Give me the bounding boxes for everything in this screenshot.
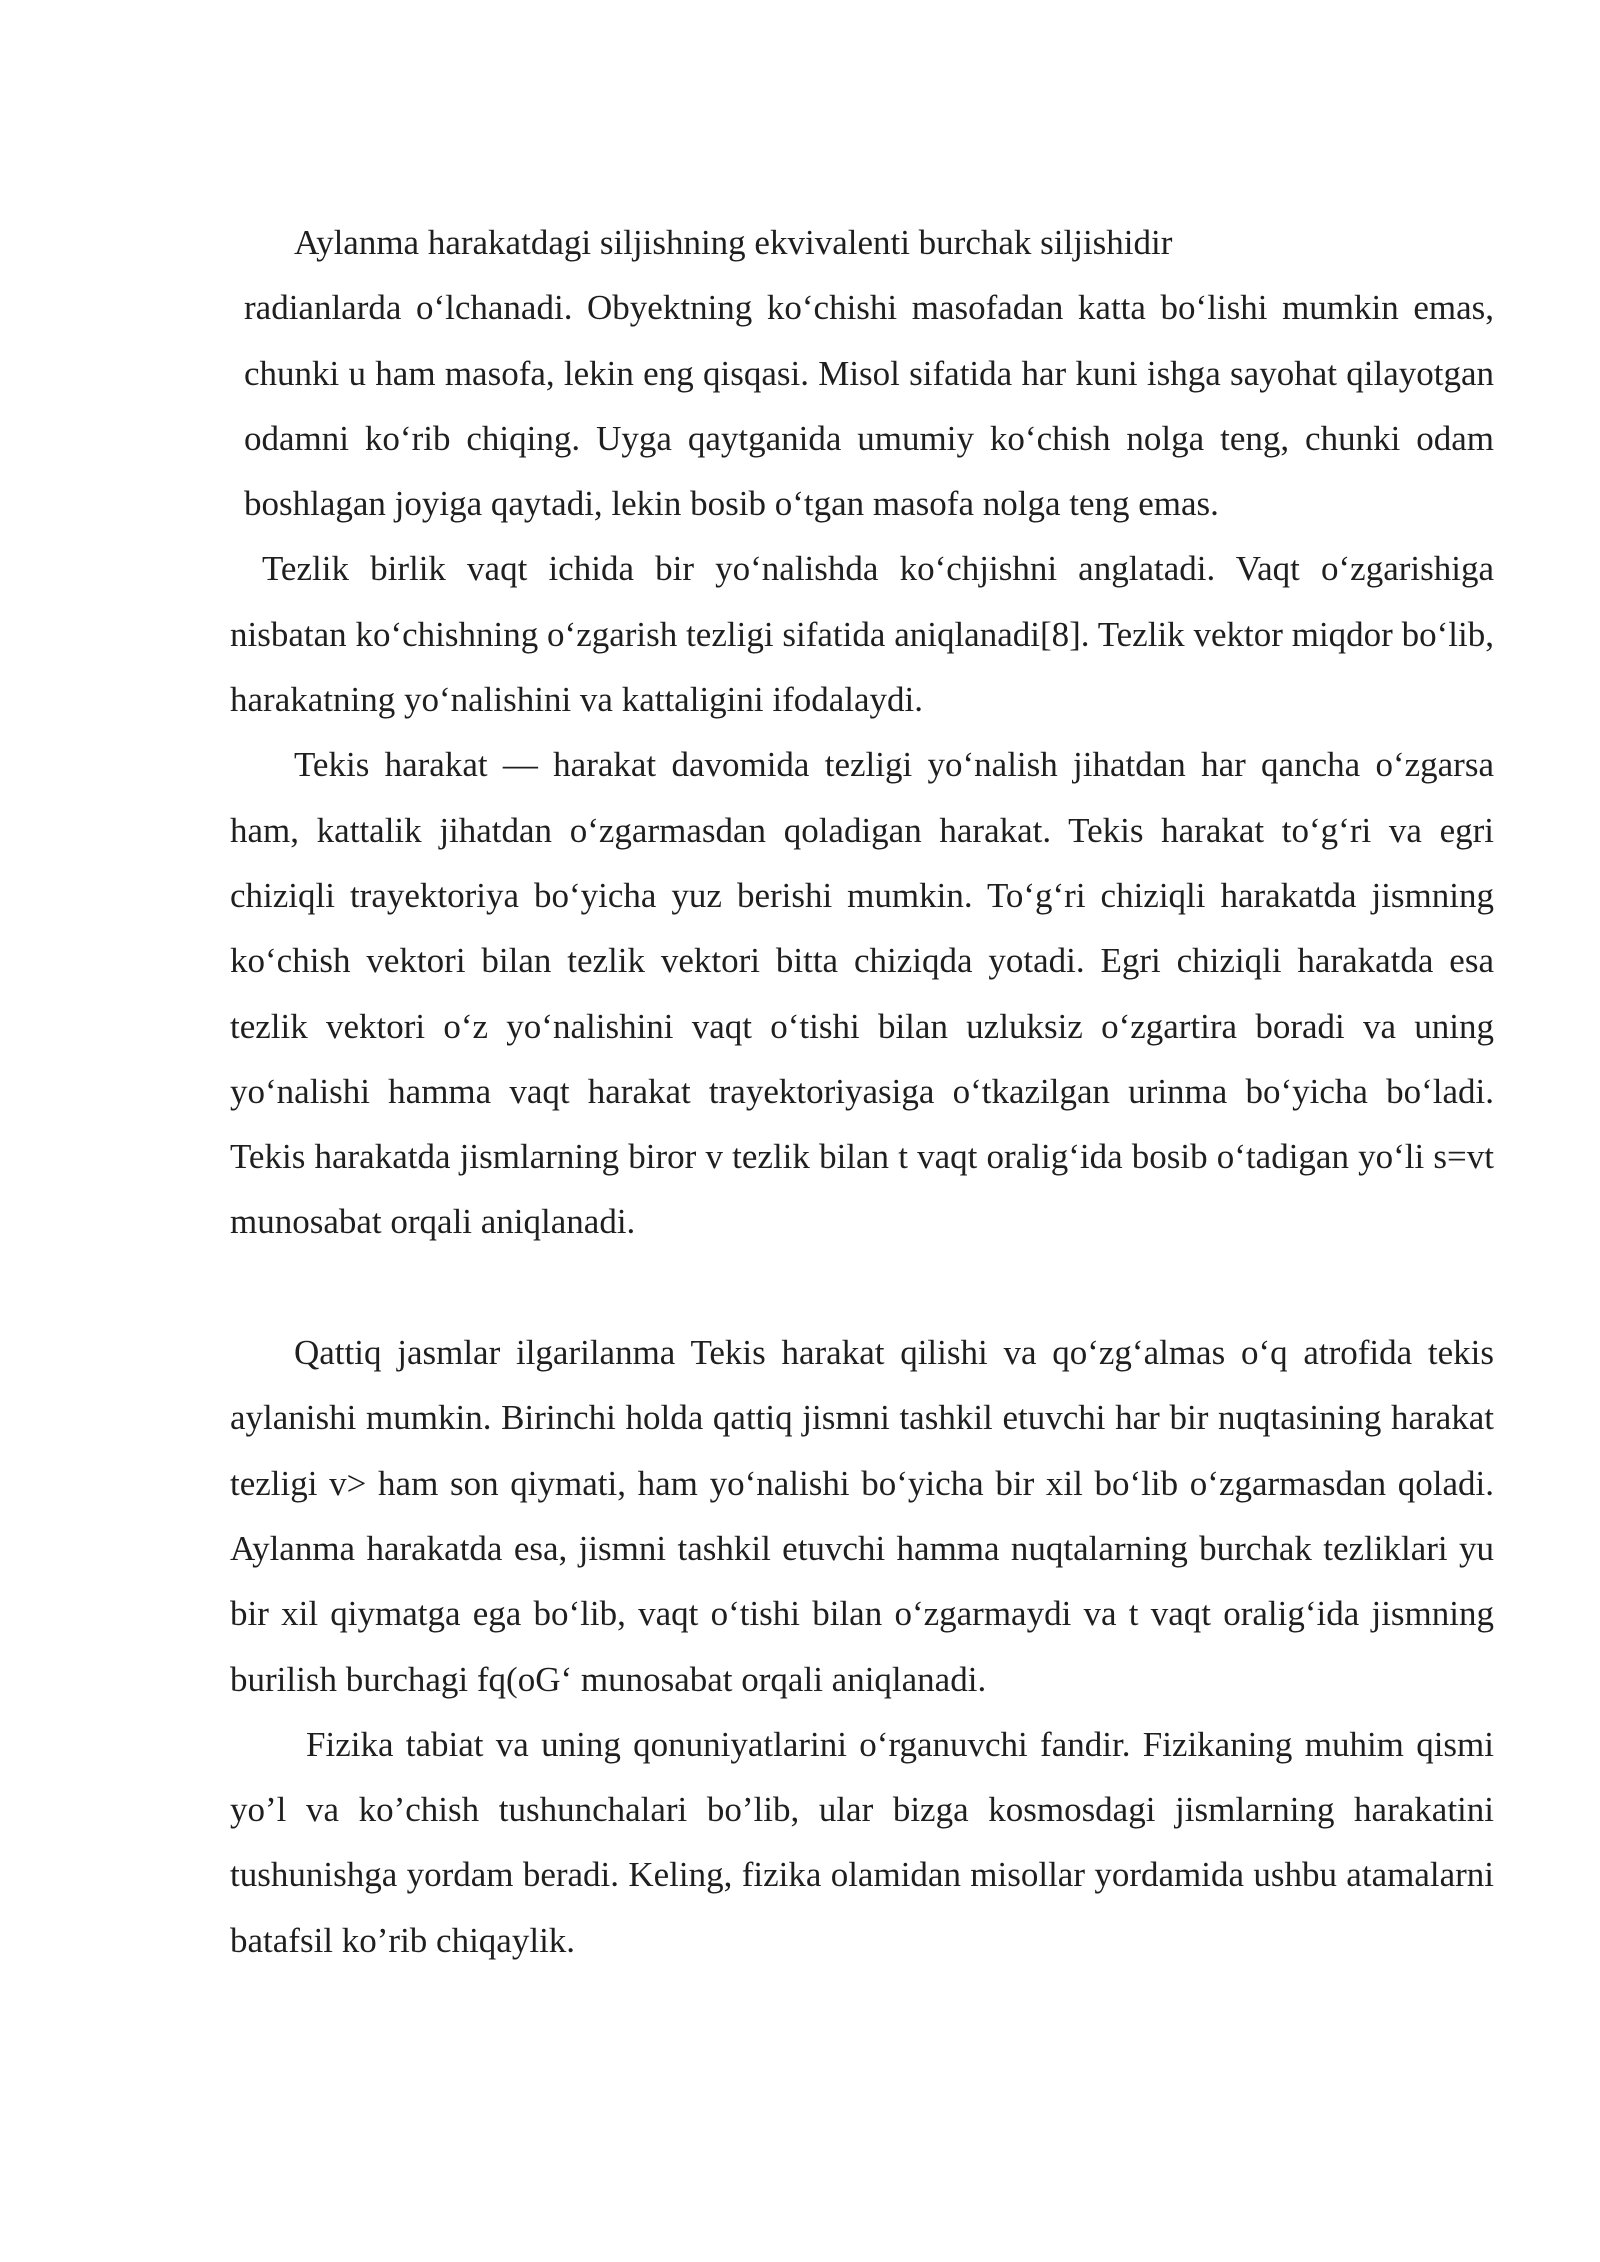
paragraph-5: Fizika tabiat va uning qonuniyatlarini o‘rganuvchi fandir. Fizikaning muhim qismi yo’l va ko’chish tushunchalari bo’lib, ular bizga kosmosdagi jismlarning harakatini tushunishga yordam beradi. Keling, fizika olamidan misollar yordamida ushbu atamalarni batafsil ko’rib chiqaylik. [230, 1724, 1494, 1960]
paragraph-3: Tekis harakat — harakat davomida tezligi yo‘nalish jihatdan har qancha o‘zgarsa ham, kattalik jihatdan o‘zgarmasdan qoladigan harakat. Tekis harakat to‘g‘ri va egri chiziqli trayektoriya bo‘yicha yuz berishi mumkin. To‘g‘ri chiziqli harakatda jismning ko‘chish vektori bilan tezlik vektori bitta chiziqda yotadi. Egri chiziqli harakatda esa tezlik vektori o‘z yo‘nalishini vaqt o‘tishi bilan uzluksiz o‘zgartira boradi va uning yo‘nalishi hamma vaqt harakat trayektoriyasiga o‘tkazilgan urinma bo‘yicha bo‘ladi. Tekis harakatda jismlarning biror v tezlik bilan t vaqt oralig‘ida bosib o‘tadigan yo‘li s=vt munosabat orqali aniqlanadi. [230, 745, 1494, 1242]
paragraph-2: Tezlik birlik vaqt ichida bir yo‘nalishda ko‘chjishni anglatadi. Vaqt o‘zgarishiga nisbatan ko‘chishning o‘zgarish tezligi sifatida aniqlanadi[8]. Tezlik vektor miqdor bo‘lib, harakatning yo‘nalishini va kattaligini ifodalaydi. [230, 549, 1494, 720]
blank-line [230, 1255, 1494, 1320]
paragraph-4: Qattiq jasmlar ilgarilanma Tekis harakat qilishi va qo‘zg‘almas o‘q atrofida tekis aylanishi mumkin. Birinchi holda qattiq jismni tashkil etuvchi har bir nuqtasining harakat tezligi v> ham son qiymati, ham yo‘nalishi bo‘yicha bir xil bo‘lib o‘zgarmasdan qoladi. Aylanma harakatda esa, jismni tashkil etuvchi hamma nuqtalarning burchak tezliklari yu bir xil qiymatga ega bo‘lib, vaqt o‘tishi bilan o‘zgarmaydi va t vaqt oralig‘ida jismning burilish burchagi fq(oG‘ munosabat orqali aniqlanadi. [230, 1333, 1494, 1699]
document-page [230, 210, 1494, 1973]
paragraph-1-first-line: Aylanma harakatdagi siljishning ekvivalenti burchak siljishidir [294, 223, 1173, 262]
paragraph-1-body: radianlarda o‘lchanadi. Obyektning ko‘chishi masofadan katta bo‘lishi mumkin emas, chunki u ham masofa, lekin eng qisqasi. Misol sifatida har kuni ishga sayohat qilayotgan odamni ko‘rib chiqing. Uyga qaytganida umumiy ko‘chish nolga teng, chunki odam boshlagan joyiga qaytadi, lekin bosib o‘tgan masofa nolga teng emas. [244, 288, 1494, 524]
paragraph-1 [230, 210, 1494, 536]
